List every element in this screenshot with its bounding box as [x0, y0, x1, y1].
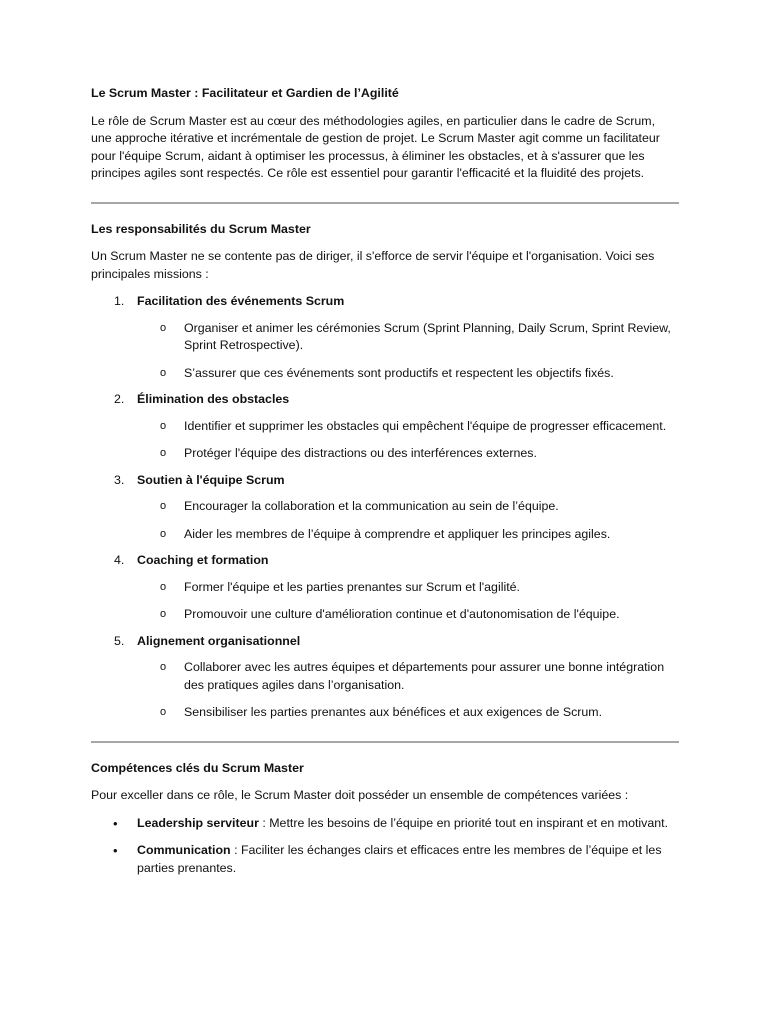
item-title: Alignement organisationnel	[137, 633, 301, 648]
bullet-dot-icon: •	[113, 815, 118, 831]
item-title: Coaching et formation	[137, 553, 269, 567]
item-number: 2.	[114, 392, 125, 406]
sub-item-text: Encourager la collaboration et la communication au sein de l’équipe.	[184, 499, 559, 513]
sub-item	[137, 579, 679, 597]
circle-bullet-icon: o	[160, 419, 167, 432]
item-title: Soutien à l'équipe Scrum	[137, 472, 285, 487]
responsibility-item	[91, 472, 679, 544]
sub-item	[137, 498, 679, 516]
document-title: Le Scrum Master : Facilitateur et Gardien de l’Agilité	[91, 86, 399, 100]
section-divider	[91, 202, 679, 204]
sub-item	[137, 659, 679, 694]
skill-text: : Faciliter les échanges clairs et efficaces entre les membres de l’équipe et les parties prenantes.	[137, 843, 662, 875]
sub-item	[137, 526, 679, 544]
skill-text: : Mettre les besoins de l’équipe en priorité tout en inspirant et en motivant.	[258, 815, 669, 830]
sub-item	[137, 320, 679, 355]
document-body	[91, 85, 679, 887]
circle-bullet-icon: o	[160, 500, 167, 512]
circle-bullet-icon: o	[160, 661, 167, 673]
responsibility-item	[91, 391, 679, 463]
responsibilities-heading: Les responsabilités du Scrum Master	[91, 221, 311, 236]
item-number: 5.	[114, 633, 125, 648]
sub-item	[137, 418, 679, 436]
skills-intro: Pour exceller dans ce rôle, le Scrum Master doit posséder un ensemble de compétences variées :	[91, 788, 629, 802]
circle-bullet-icon: o	[160, 447, 167, 459]
sub-list	[137, 579, 679, 624]
item-title: Facilitation des événements Scrum	[137, 294, 345, 308]
circle-bullet-icon: o	[160, 580, 167, 593]
sub-item	[137, 365, 679, 383]
sub-item-text: Organiser et animer les cérémonies Scrum (Sprint Planning, Daily Scrum, Sprint Review, Sprint Retrospective).	[184, 320, 671, 352]
responsibility-item	[91, 633, 679, 722]
sub-list	[137, 659, 679, 722]
circle-bullet-icon: o	[160, 366, 167, 379]
bullet-dot-icon: •	[113, 843, 118, 858]
item-number: 3.	[114, 472, 125, 487]
responsibilities-list	[91, 293, 679, 722]
section-divider	[91, 741, 679, 743]
circle-bullet-icon: o	[160, 608, 167, 620]
sub-item	[137, 445, 679, 463]
circle-bullet-icon: o	[160, 527, 167, 540]
sub-item	[137, 704, 679, 722]
sub-item-text: Sensibiliser les parties prenantes aux bénéfices et aux exigences de Scrum.	[184, 705, 603, 719]
sub-item-text: Aider les membres de l’équipe à comprendre et appliquer les principes agiles.	[184, 526, 611, 541]
sub-item-text: Collaborer avec les autres équipes et départements pour assurer une bonne intégration des pratiques agiles dans l’organisation.	[184, 660, 665, 692]
item-title: Élimination des obstacles	[137, 392, 290, 406]
sub-list	[137, 418, 679, 463]
responsibilities-intro: Un Scrum Master ne se contente pas de diriger, il s'efforce de servir l'équipe et l'organisation. Voici ses principales missions :	[91, 249, 655, 281]
sub-item-text: Promouvoir une culture d'amélioration continue et d'autonomisation de l'équipe.	[184, 607, 620, 621]
sub-list	[137, 498, 679, 543]
item-number: 4.	[114, 553, 125, 567]
responsibility-item	[91, 552, 679, 624]
sub-item-text: Former l'équipe et les parties prenantes sur Scrum et l'agilité.	[184, 579, 520, 594]
sub-list	[137, 320, 679, 383]
skill-item	[91, 842, 679, 877]
sub-item-text: Protéger l'équipe des distractions ou des interférences externes.	[184, 446, 537, 460]
circle-bullet-icon: o	[160, 706, 167, 718]
sub-item-text: S’assurer que ces événements sont productifs et respectent les objectifs fixés.	[184, 365, 614, 380]
intro-paragraph: Le rôle de Scrum Master est au cœur des méthodologies agiles, en particulier dans le cadre de Scrum, une approche itérative et incrémentale de gestion de projet. Le Scrum Master agit comme un facilitateur pour l'équipe Scrum, aidant à optimiser les processus, à éliminer les obstacles, et à s'assurer que les principes agiles sont respectés. Ce rôle est essentiel pour garantir l'efficacité et la fluidité des projets.	[91, 113, 660, 180]
responsibility-item	[91, 293, 679, 382]
circle-bullet-icon: o	[160, 321, 167, 334]
sub-item	[137, 606, 679, 624]
skill-label: Leadership serviteur	[137, 815, 259, 830]
skill-item	[91, 815, 679, 833]
skill-label: Communication	[137, 843, 231, 857]
skills-list	[91, 815, 679, 878]
item-number: 1.	[114, 294, 125, 308]
sub-item-text: Identifier et supprimer les obstacles qui empêchent l'équipe de progresser efficacement.	[184, 418, 667, 433]
skills-heading: Compétences clés du Scrum Master	[91, 760, 304, 775]
